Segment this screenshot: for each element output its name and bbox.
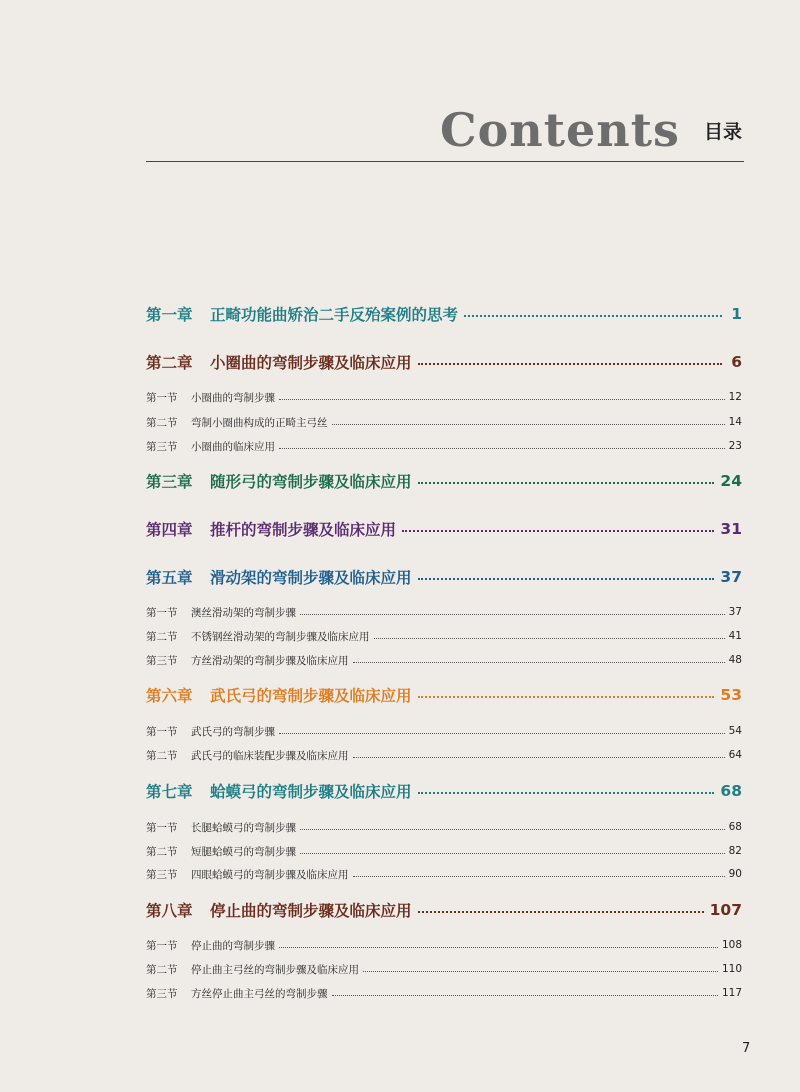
chapter-row[interactable] [146, 301, 742, 327]
section-row[interactable] [146, 437, 742, 455]
dot-leader [363, 971, 718, 972]
section-page: 37 [728, 606, 742, 618]
section-number: 第三节 [146, 987, 178, 1000]
section-row[interactable] [146, 413, 742, 431]
chapter-page: 68 [720, 782, 742, 800]
section-title: 小圈曲的弯制步骤 [191, 391, 275, 404]
dot-leader [418, 363, 722, 365]
section-title: 方丝停止曲主弓丝的弯制步骤 [191, 987, 328, 1000]
section-number: 第一节 [146, 606, 178, 619]
chapter-number: 第一章 [146, 306, 193, 324]
chapter-title: 停止曲的弯制步骤及临床应用 [210, 902, 412, 920]
chapter-number: 第二章 [146, 354, 193, 372]
chapter-page: 107 [709, 901, 742, 919]
dot-leader [402, 530, 714, 532]
dot-leader [418, 482, 715, 484]
chapter-page: 31 [720, 520, 742, 538]
section-title: 小圈曲的临床应用 [191, 440, 275, 453]
dot-leader [332, 424, 725, 425]
dot-leader [300, 853, 725, 854]
section-row[interactable] [146, 936, 742, 954]
dot-leader [353, 662, 725, 663]
dot-leader [332, 995, 718, 996]
section-title: 不锈钢丝滑动架的弯制步骤及临床应用 [191, 630, 370, 643]
header-subtitle: 目录 [704, 121, 743, 143]
section-page: 54 [728, 725, 742, 737]
section-page: 110 [721, 963, 742, 975]
dot-leader [418, 578, 715, 580]
chapter-number: 第三章 [146, 473, 193, 491]
section-row[interactable] [146, 722, 742, 740]
section-page: 23 [728, 440, 742, 452]
section-number: 第三节 [146, 868, 178, 881]
section-title: 武氏弓的弯制步骤 [191, 725, 275, 738]
section-row[interactable] [146, 603, 742, 621]
section-row[interactable] [146, 865, 742, 883]
dot-leader [418, 792, 715, 794]
chapter-row[interactable] [146, 516, 742, 542]
dot-leader [464, 315, 722, 317]
section-page: 90 [728, 868, 742, 880]
header-title: Contents [440, 103, 680, 157]
dot-leader [279, 399, 725, 400]
section-page: 68 [728, 821, 742, 833]
section-number: 第一节 [146, 821, 178, 834]
dot-leader [279, 448, 725, 449]
dot-leader [279, 733, 725, 734]
chapter-number: 第五章 [146, 569, 193, 587]
section-number: 第二节 [146, 963, 178, 976]
dot-leader [300, 829, 725, 830]
dot-leader [353, 876, 725, 877]
section-page: 117 [721, 987, 742, 999]
dot-leader [279, 947, 718, 948]
section-page: 48 [728, 654, 742, 666]
header-rule [146, 161, 744, 162]
section-number: 第二节 [146, 416, 178, 429]
section-number: 第一节 [146, 391, 178, 404]
section-page: 12 [728, 391, 742, 403]
section-row[interactable] [146, 960, 742, 978]
section-number: 第一节 [146, 725, 178, 738]
section-title: 停止曲的弯制步骤 [191, 939, 275, 952]
chapter-number: 第八章 [146, 902, 193, 920]
chapter-page: 53 [720, 686, 742, 704]
section-row[interactable] [146, 627, 742, 645]
section-title: 武氏弓的临床装配步骤及临床应用 [191, 749, 349, 762]
dot-leader [418, 911, 704, 913]
page-number: 7 [742, 1041, 751, 1056]
chapter-page: 37 [720, 568, 742, 586]
section-row[interactable] [146, 651, 742, 669]
dot-leader [353, 757, 725, 758]
chapter-number: 第七章 [146, 783, 193, 801]
section-number: 第一节 [146, 939, 178, 952]
chapter-page: 6 [731, 353, 742, 371]
chapter-title: 随形弓的弯制步骤及临床应用 [210, 473, 412, 491]
section-row[interactable] [146, 842, 742, 860]
chapter-page: 24 [720, 472, 742, 490]
chapter-number: 第四章 [146, 521, 193, 539]
section-number: 第二节 [146, 630, 178, 643]
section-row[interactable] [146, 746, 742, 764]
chapter-title: 武氏弓的弯制步骤及临床应用 [210, 687, 412, 705]
chapter-row[interactable] [146, 682, 742, 708]
section-page: 14 [728, 416, 742, 428]
section-title: 四眼蛤蟆弓的弯制步骤及临床应用 [191, 868, 349, 881]
dot-leader [418, 696, 715, 698]
section-row[interactable] [146, 818, 742, 836]
chapter-page: 1 [731, 305, 742, 323]
section-row[interactable] [146, 388, 742, 406]
section-number: 第二节 [146, 845, 178, 858]
chapter-title: 推杆的弯制步骤及临床应用 [210, 521, 397, 539]
section-title: 弯制小圈曲构成的正畸主弓丝 [191, 416, 328, 429]
section-title: 方丝滑动架的弯制步骤及临床应用 [191, 654, 349, 667]
section-title: 短腿蛤蟆弓的弯制步骤 [191, 845, 296, 858]
dot-leader [300, 614, 725, 615]
chapter-row[interactable] [146, 468, 742, 494]
section-number: 第三节 [146, 654, 178, 667]
chapter-row[interactable] [146, 778, 742, 804]
dot-leader [374, 638, 725, 639]
section-page: 41 [728, 630, 742, 642]
chapter-row[interactable] [146, 564, 742, 590]
chapter-title: 滑动架的弯制步骤及临床应用 [210, 569, 412, 587]
section-page: 108 [721, 939, 742, 951]
section-title: 停止曲主弓丝的弯制步骤及临床应用 [191, 963, 359, 976]
section-page: 82 [728, 845, 742, 857]
chapter-row[interactable] [146, 349, 742, 375]
chapter-number: 第六章 [146, 687, 193, 705]
section-title: 长腿蛤蟆弓的弯制步骤 [191, 821, 296, 834]
section-title: 澳丝滑动架的弯制步骤 [191, 606, 296, 619]
chapter-title: 小圈曲的弯制步骤及临床应用 [210, 354, 412, 372]
chapter-title: 蛤蟆弓的弯制步骤及临床应用 [210, 783, 412, 801]
chapter-title: 正畸功能曲矫治二手反殆案例的思考 [210, 306, 459, 324]
section-row[interactable] [146, 984, 742, 1002]
section-number: 第二节 [146, 749, 178, 762]
section-page: 64 [728, 749, 742, 761]
chapter-row[interactable] [146, 897, 742, 923]
section-number: 第三节 [146, 440, 178, 453]
